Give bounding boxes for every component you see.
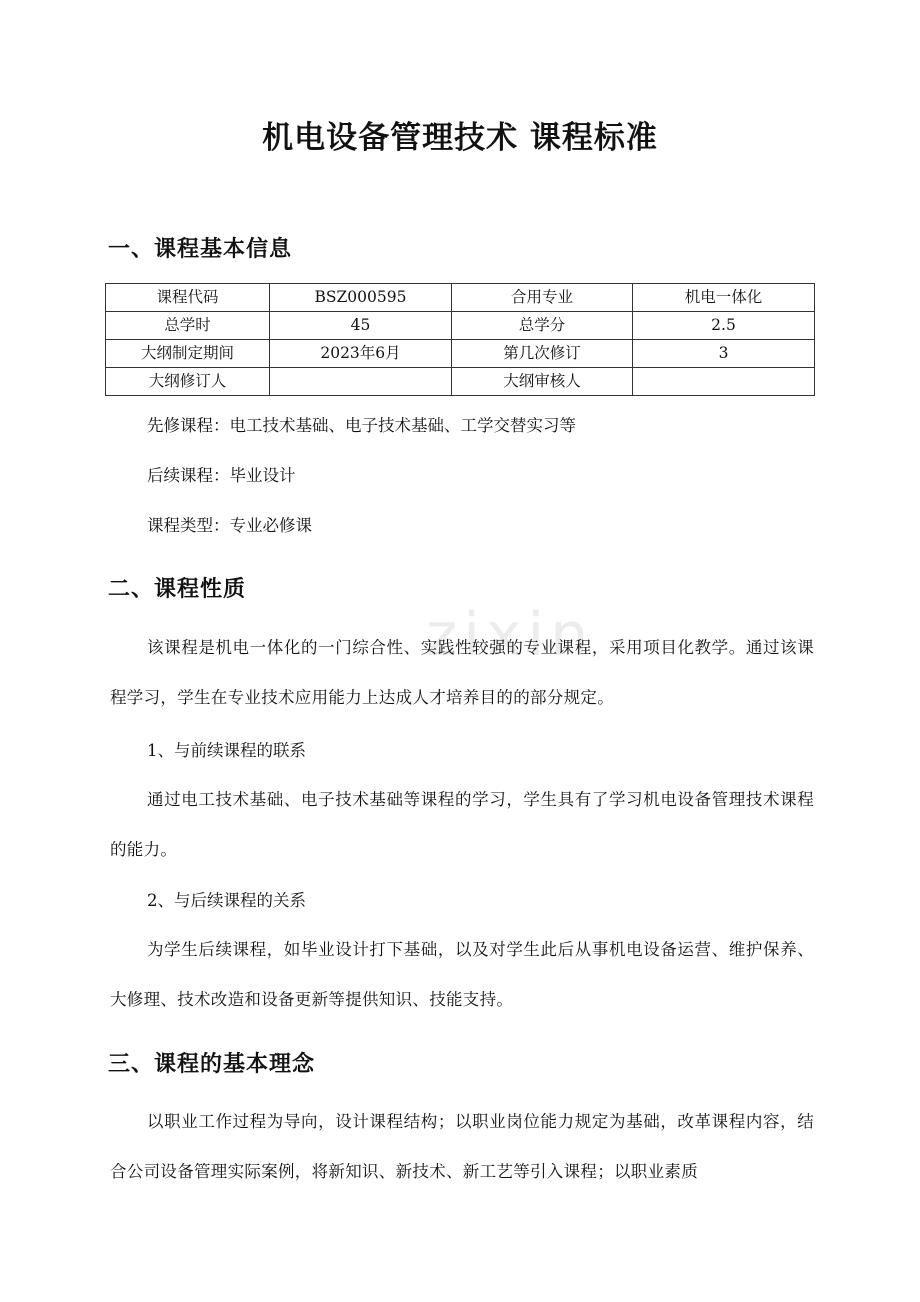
table-cell: 大纲修订人 [106,368,270,396]
course-info-table [105,283,815,396]
table-cell: 45 [270,312,452,340]
subsection1-title: 1、与前续课程的联系 [147,741,306,760]
table-row [106,340,815,368]
course-type: 课程类型：专业必修课 [147,516,312,535]
subsection2-title: 2、与后续课程的关系 [147,891,306,910]
table-cell: 3 [633,340,815,368]
table-cell: 总学时 [106,312,270,340]
section3-heading: 三、课程的基本理念 [108,1052,316,1077]
subsection1-paragraph: 通过电工技术基础、电子技术基础等课程的学习，学生具有了学习机电设备管理技术课程的能力。 [110,790,814,859]
table-cell: 总学分 [452,312,633,340]
table-row [106,284,815,312]
table-cell: 第几次修订 [452,340,633,368]
table-cell: 2.5 [633,312,815,340]
table-cell: BSZ000595 [270,284,452,312]
table-cell: 大纲制定期间 [106,340,270,368]
table-cell: 大纲审核人 [452,368,633,396]
subsection2-paragraph: 为学生后续课程，如毕业设计打下基础，以及对学生此后从事机电设备运营、维护保养、大修理、技术改造和设备更新等提供知识、技能支持。 [110,940,814,1009]
table-cell [270,368,452,396]
prerequisite-courses: 先修课程：电工技术基础、电子技术基础、工学交替实习等 [147,416,576,435]
table-cell: 2023年6月 [270,340,452,368]
table-cell [633,368,815,396]
table-cell: 机电一体化 [633,284,815,312]
section1-heading: 一、课程基本信息 [108,237,293,262]
watermark: zixin [425,600,595,670]
table-row [106,312,815,340]
table-cell: 课程代码 [106,284,270,312]
followup-courses: 后续课程：毕业设计 [147,466,296,485]
section2-heading: 二、课程性质 [108,577,247,602]
document-title: 机电设备管理技术 课程标准 [262,120,658,156]
table-row [106,368,815,396]
course-nature-paragraph: 该课程是机电一体化的一门综合性、实践性较强的专业课程，采用项目化教学。通过该课程学习，学生在专业技术应用能力上达成人才培养目的的部分规定。 [110,638,814,707]
table-cell: 合用专业 [452,284,633,312]
basic-concept-paragraph: 以职业工作过程为导向，设计课程结构；以职业岗位能力规定为基础，改革课程内容，结合公司设备管理实际案例，将新知识、新技术、新工艺等引入课程；以职业素质 [110,1112,814,1181]
